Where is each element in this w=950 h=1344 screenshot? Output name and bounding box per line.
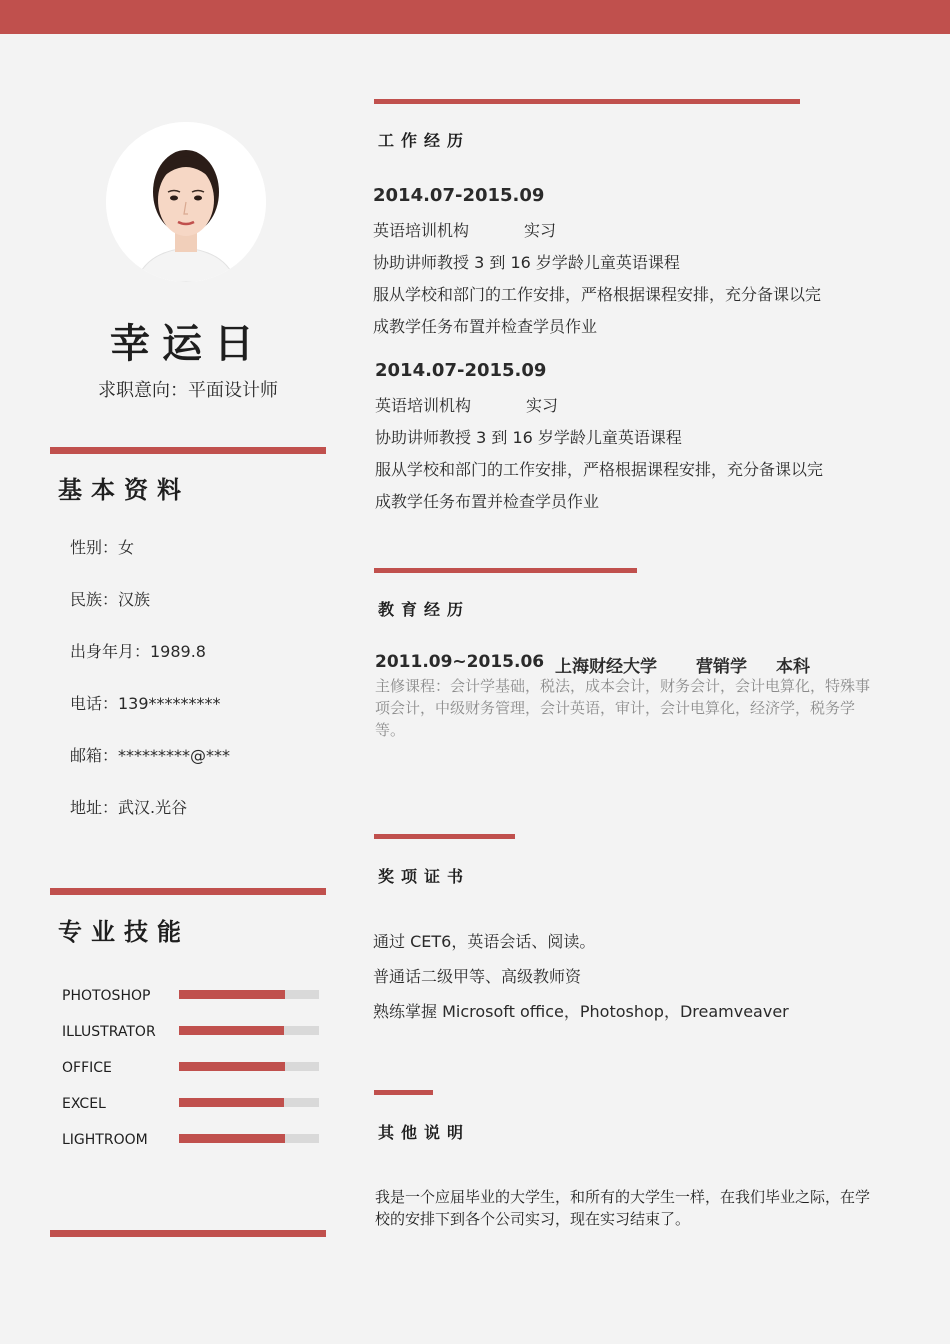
other-divider [374, 1090, 433, 1095]
info-gender: 性别：女 [70, 538, 135, 557]
skill-fill-lightroom [179, 1134, 285, 1143]
skill-bar-excel [179, 1098, 319, 1107]
job-desc-line: 成教学任务布置并检查学员作业 [373, 317, 598, 336]
education-divider [374, 568, 637, 573]
job-org: 英语培训机构 [373, 221, 470, 240]
edu-date: 2011.09~2015.06 [375, 652, 545, 672]
info-email: 邮箱：*********@*** [70, 746, 231, 765]
skill-bar-illustrator [179, 1026, 319, 1035]
edu-school: 上海财经大学 [555, 657, 657, 677]
skill-bar-photoshop [179, 990, 319, 999]
job-date: 2014.07-2015.09 [375, 360, 547, 381]
skill-bar-office [179, 1062, 319, 1071]
info-birth: 出身年月：1989.8 [70, 642, 206, 661]
info-phone: 电话：139********* [70, 694, 221, 713]
awards-title: 奖项证书 [378, 867, 471, 886]
award-item: 熟练掌握 Microsoft office，Photoshop，Dreamveaver [373, 1002, 789, 1021]
award-item: 普通话二级甲等、高级教师资 [373, 967, 582, 986]
job-role: 实习 [524, 221, 557, 240]
edu-degree: 本科 [776, 657, 810, 677]
job-intent: 求职意向：平面设计师 [98, 380, 278, 401]
education-title: 教育经历 [378, 600, 471, 619]
job-desc-line: 服从学校和部门的工作安排，严格根据课程安排，充分备课以完 [373, 285, 822, 304]
info-ethnicity: 民族：汉族 [70, 590, 151, 609]
skill-label-excel: EXCEL [62, 1096, 106, 1112]
edu-major: 营销学 [696, 657, 747, 677]
avatar-portrait-icon [106, 122, 266, 282]
skill-fill-photoshop [179, 990, 285, 999]
skill-label-lightroom: LIGHTROOM [62, 1132, 148, 1148]
skill-bar-lightroom [179, 1134, 319, 1143]
work-divider [374, 99, 800, 104]
skill-fill-office [179, 1062, 285, 1071]
job-date: 2014.07-2015.09 [373, 185, 545, 206]
info-address: 地址：武汉.光谷 [70, 798, 188, 817]
top-accent-bar [0, 0, 950, 34]
basic-info-divider [50, 447, 326, 454]
other-text: 我是一个应届毕业的大学生，和所有的大学生一样，在我们毕业之际，在学校的安排下到各个公司实习，现在实习结束了。 [375, 1188, 871, 1228]
candidate-name: 幸运日 [110, 321, 266, 367]
award-item: 通过 CET6，英语会话、阅读。 [373, 932, 596, 951]
left-bottom-divider [50, 1230, 326, 1237]
job-desc-line: 协助讲师教授 3 到 16 岁学龄儿童英语课程 [373, 253, 680, 272]
awards-divider [374, 834, 515, 839]
skills-divider [50, 888, 326, 895]
skill-fill-excel [179, 1098, 284, 1107]
avatar [106, 122, 266, 282]
skill-fill-illustrator [179, 1026, 284, 1035]
skills-title: 专业技能 [58, 918, 190, 946]
skill-label-illustrator: ILLUSTRATOR [62, 1024, 156, 1040]
job-desc-line: 成教学任务布置并检查学员作业 [375, 492, 600, 511]
skill-label-photoshop: PHOTOSHOP [62, 988, 151, 1004]
other-title: 其他说明 [378, 1123, 471, 1142]
skill-label-office: OFFICE [62, 1060, 112, 1076]
job-role: 实习 [526, 396, 559, 415]
job-desc-line: 服从学校和部门的工作安排，严格根据课程安排，充分备课以完 [375, 460, 824, 479]
work-title: 工作经历 [378, 131, 471, 150]
basic-info-title: 基本资料 [58, 476, 190, 504]
job-desc-line: 协助讲师教授 3 到 16 岁学龄儿童英语课程 [375, 428, 682, 447]
job-org: 英语培训机构 [375, 396, 472, 415]
edu-courses: 主修课程：会计学基础，税法，成本会计，财务会计，会计电算化，特殊事项会计，中级财务管理，会计英语，审计，会计电算化，经济学，税务学等。 [375, 677, 871, 739]
